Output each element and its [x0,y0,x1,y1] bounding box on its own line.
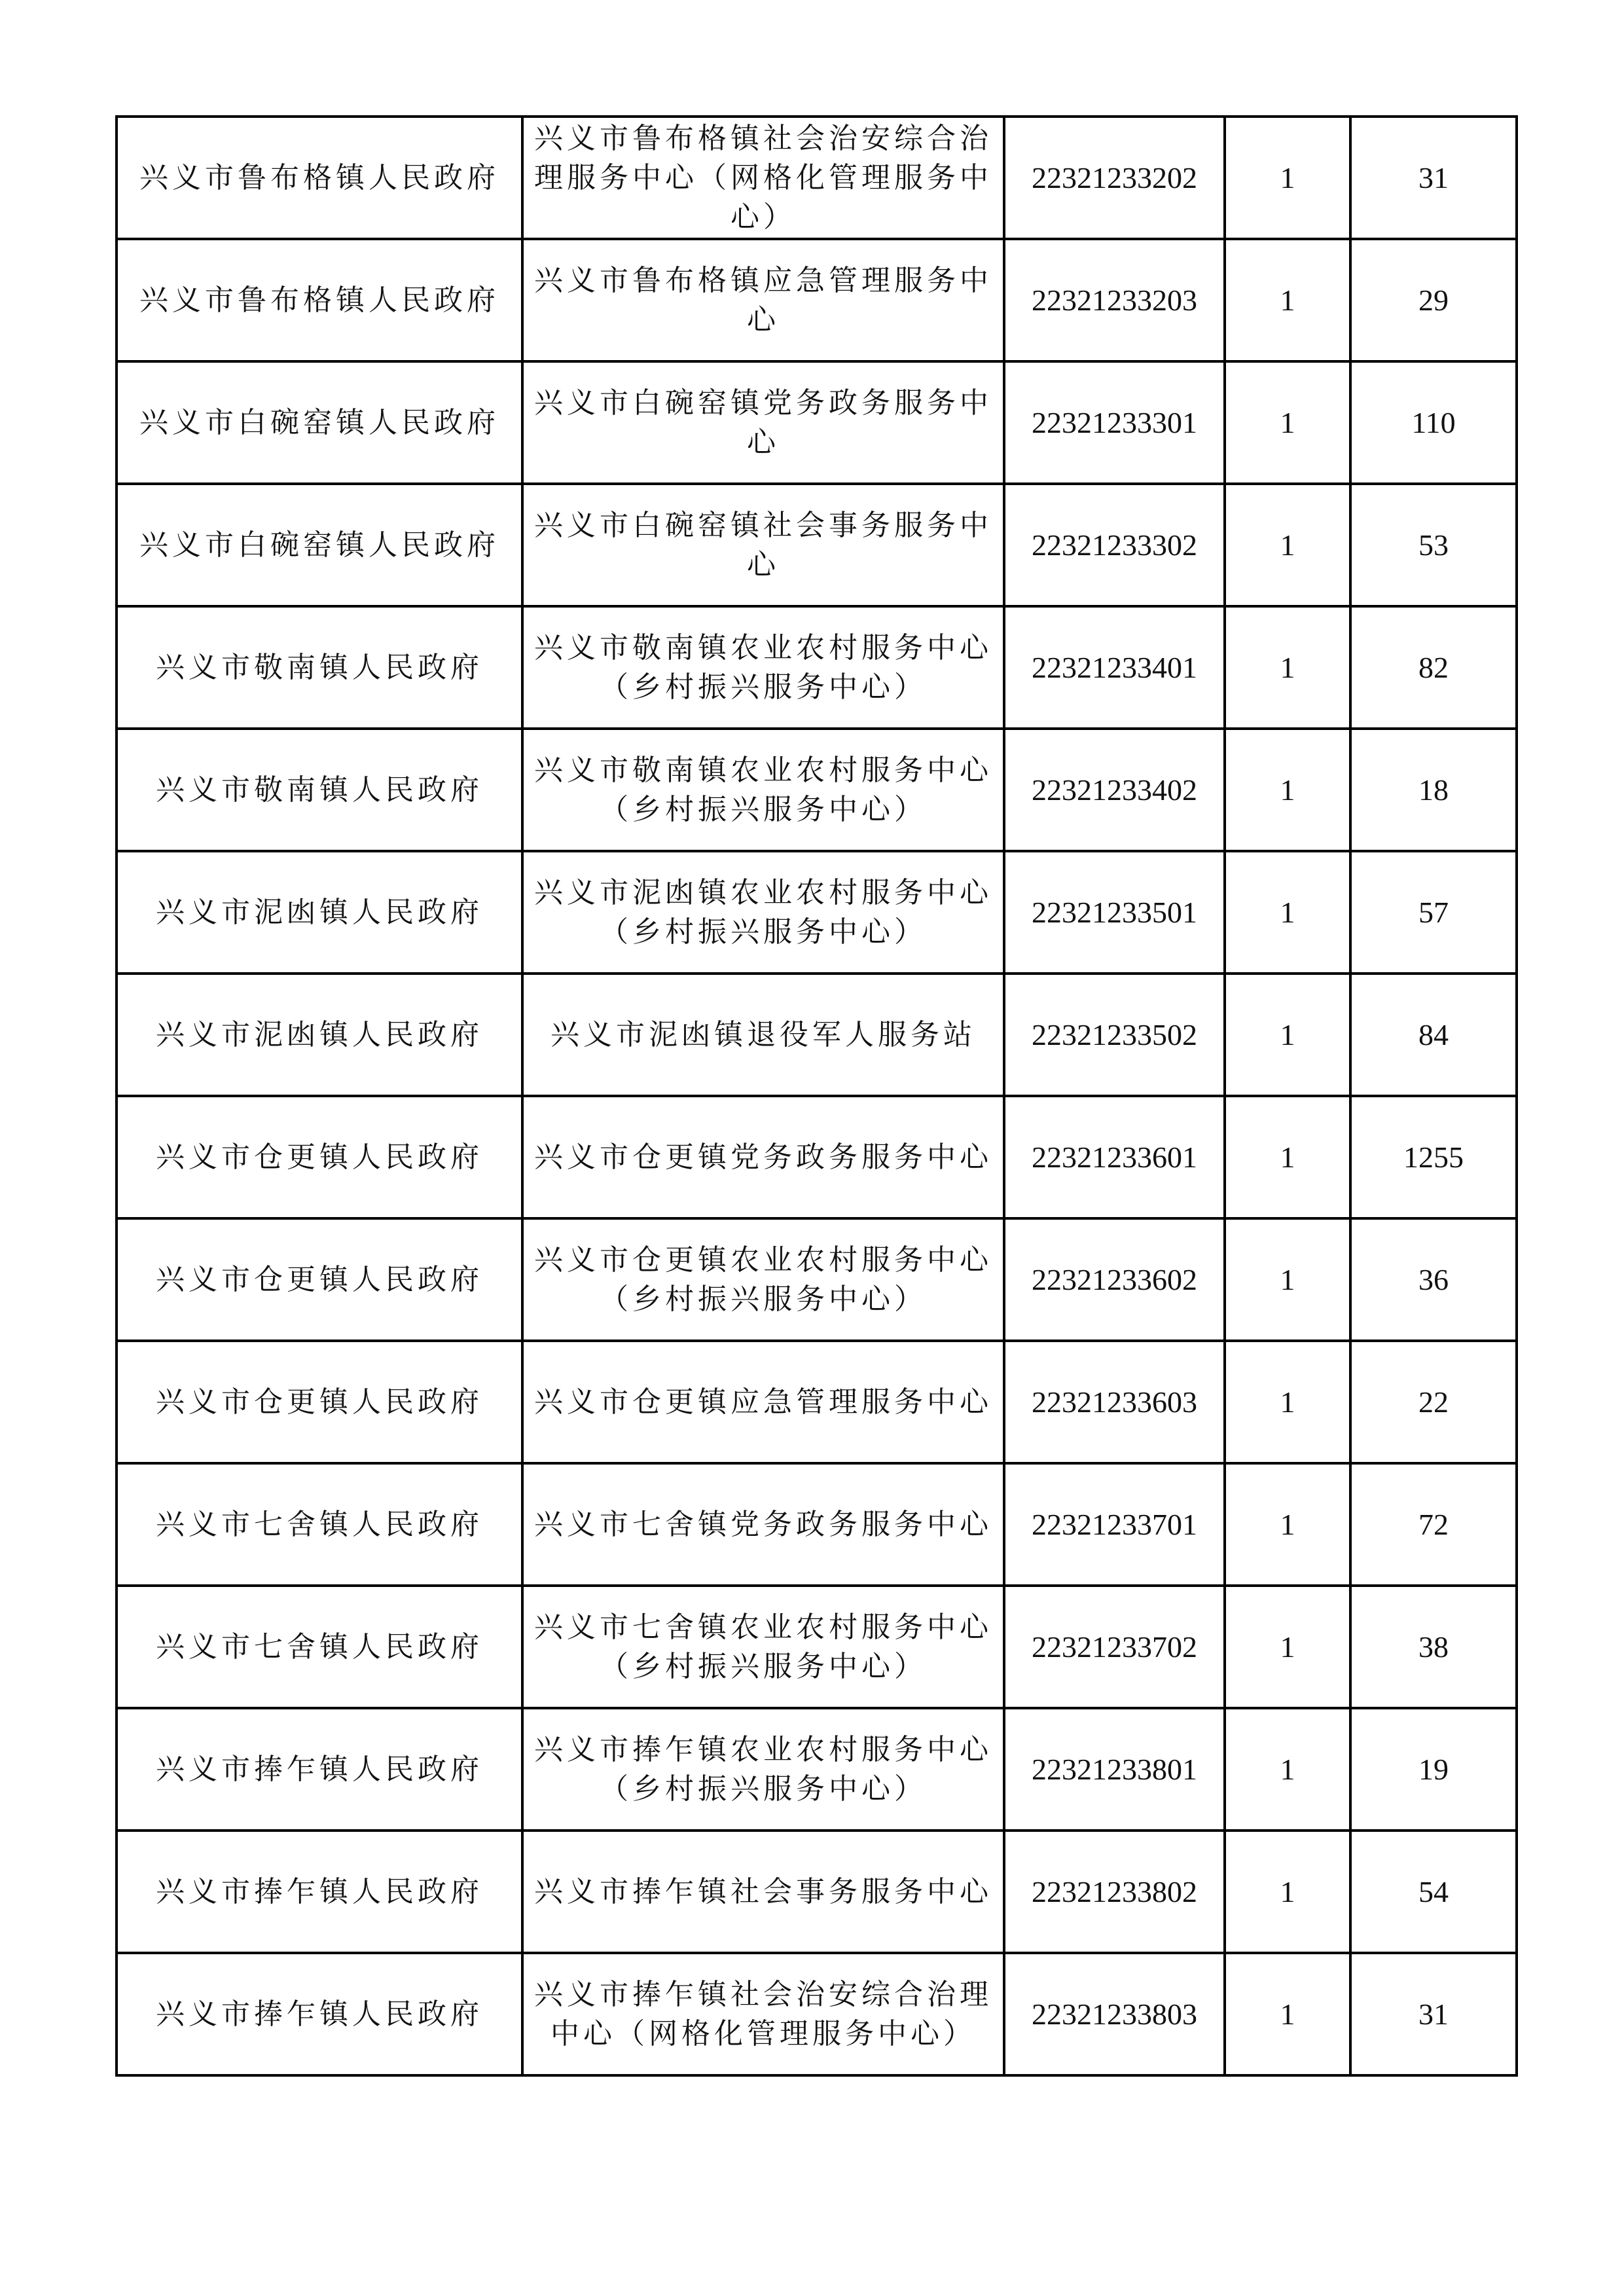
table-row [117,729,1517,851]
unit-cell: 兴义市敬南镇农业农村服务中心（乡村振兴服务中心） [522,606,1004,729]
department-cell: 兴义市敬南镇人民政府 [117,606,522,729]
position-code-cell: 22321233402 [1004,729,1225,851]
unit-cell: 兴义市泥凼镇农业农村服务中心（乡村振兴服务中心） [522,851,1004,974]
quota-cell: 1 [1225,1708,1350,1831]
unit-cell: 兴义市捧乍镇农业农村服务中心（乡村振兴服务中心） [522,1708,1004,1831]
department-cell: 兴义市鲁布格镇人民政府 [117,117,522,239]
table-row [117,1831,1517,1953]
applicant-count-cell: 57 [1350,851,1517,974]
position-code-cell: 22321233602 [1004,1218,1225,1341]
table-row [117,606,1517,729]
unit-cell: 兴义市七舍镇党务政务服务中心 [522,1463,1004,1586]
table-row [117,239,1517,361]
position-code-cell: 22321233501 [1004,851,1225,974]
positions-table-body [117,117,1517,2075]
position-code-cell: 22321233702 [1004,1586,1225,1708]
applicant-count-cell: 19 [1350,1708,1517,1831]
applicant-count-cell: 53 [1350,484,1517,606]
department-cell: 兴义市白碗窑镇人民政府 [117,361,522,484]
quota-cell: 1 [1225,729,1350,851]
position-code-cell: 22321233603 [1004,1341,1225,1463]
table-row [117,1463,1517,1586]
table-row [117,1341,1517,1463]
department-cell: 兴义市仓更镇人民政府 [117,1341,522,1463]
applicant-count-cell: 18 [1350,729,1517,851]
unit-cell: 兴义市泥凼镇退役军人服务站 [522,974,1004,1096]
unit-cell: 兴义市捧乍镇社会事务服务中心 [522,1831,1004,1953]
position-code-cell: 22321233801 [1004,1708,1225,1831]
applicant-count-cell: 22 [1350,1341,1517,1463]
position-code-cell: 22321233203 [1004,239,1225,361]
table-row [117,484,1517,606]
table-row [117,117,1517,239]
position-code-cell: 22321233202 [1004,117,1225,239]
table-row [117,851,1517,974]
applicant-count-cell: 29 [1350,239,1517,361]
position-code-cell: 22321233701 [1004,1463,1225,1586]
department-cell: 兴义市鲁布格镇人民政府 [117,239,522,361]
department-cell: 兴义市七舍镇人民政府 [117,1463,522,1586]
unit-cell: 兴义市敬南镇农业农村服务中心（乡村振兴服务中心） [522,729,1004,851]
position-code-cell: 22321233802 [1004,1831,1225,1953]
applicant-count-cell: 38 [1350,1586,1517,1708]
quota-cell: 1 [1225,1831,1350,1953]
quota-cell: 1 [1225,1096,1350,1218]
quota-cell: 1 [1225,239,1350,361]
department-cell: 兴义市泥凼镇人民政府 [117,974,522,1096]
quota-cell: 1 [1225,974,1350,1096]
unit-cell: 兴义市仓更镇应急管理服务中心 [522,1341,1004,1463]
position-code-cell: 22321233502 [1004,974,1225,1096]
quota-cell: 1 [1225,1586,1350,1708]
unit-cell: 兴义市白碗窑镇社会事务服务中心 [522,484,1004,606]
unit-cell: 兴义市仓更镇党务政务服务中心 [522,1096,1004,1218]
department-cell: 兴义市七舍镇人民政府 [117,1586,522,1708]
applicant-count-cell: 36 [1350,1218,1517,1341]
position-code-cell: 22321233803 [1004,1953,1225,2075]
applicant-count-cell: 1255 [1350,1096,1517,1218]
table-row [117,1708,1517,1831]
position-code-cell: 22321233302 [1004,484,1225,606]
quota-cell: 1 [1225,851,1350,974]
quota-cell: 1 [1225,1341,1350,1463]
department-cell: 兴义市捧乍镇人民政府 [117,1708,522,1831]
department-cell: 兴义市泥凼镇人民政府 [117,851,522,974]
unit-cell: 兴义市鲁布格镇应急管理服务中心 [522,239,1004,361]
position-code-cell: 22321233301 [1004,361,1225,484]
unit-cell: 兴义市白碗窑镇党务政务服务中心 [522,361,1004,484]
position-code-cell: 22321233401 [1004,606,1225,729]
applicant-count-cell: 31 [1350,117,1517,239]
department-cell: 兴义市捧乍镇人民政府 [117,1831,522,1953]
table-row [117,1586,1517,1708]
quota-cell: 1 [1225,1218,1350,1341]
quota-cell: 1 [1225,1463,1350,1586]
positions-table [115,115,1518,2077]
quota-cell: 1 [1225,117,1350,239]
unit-cell: 兴义市仓更镇农业农村服务中心（乡村振兴服务中心） [522,1218,1004,1341]
position-code-cell: 22321233601 [1004,1096,1225,1218]
table-row [117,974,1517,1096]
table-row [117,1096,1517,1218]
table-row [117,1953,1517,2075]
department-cell: 兴义市捧乍镇人民政府 [117,1953,522,2075]
department-cell: 兴义市白碗窑镇人民政府 [117,484,522,606]
quota-cell: 1 [1225,606,1350,729]
applicant-count-cell: 110 [1350,361,1517,484]
department-cell: 兴义市仓更镇人民政府 [117,1096,522,1218]
applicant-count-cell: 31 [1350,1953,1517,2075]
unit-cell: 兴义市捧乍镇社会治安综合治理中心（网格化管理服务中心） [522,1953,1004,2075]
unit-cell: 兴义市鲁布格镇社会治安综合治理服务中心（网格化管理服务中心） [522,117,1004,239]
quota-cell: 1 [1225,1953,1350,2075]
department-cell: 兴义市敬南镇人民政府 [117,729,522,851]
department-cell: 兴义市仓更镇人民政府 [117,1218,522,1341]
applicant-count-cell: 54 [1350,1831,1517,1953]
quota-cell: 1 [1225,361,1350,484]
quota-cell: 1 [1225,484,1350,606]
applicant-count-cell: 84 [1350,974,1517,1096]
unit-cell: 兴义市七舍镇农业农村服务中心（乡村振兴服务中心） [522,1586,1004,1708]
table-row [117,1218,1517,1341]
applicant-count-cell: 82 [1350,606,1517,729]
table-row [117,361,1517,484]
applicant-count-cell: 72 [1350,1463,1517,1586]
